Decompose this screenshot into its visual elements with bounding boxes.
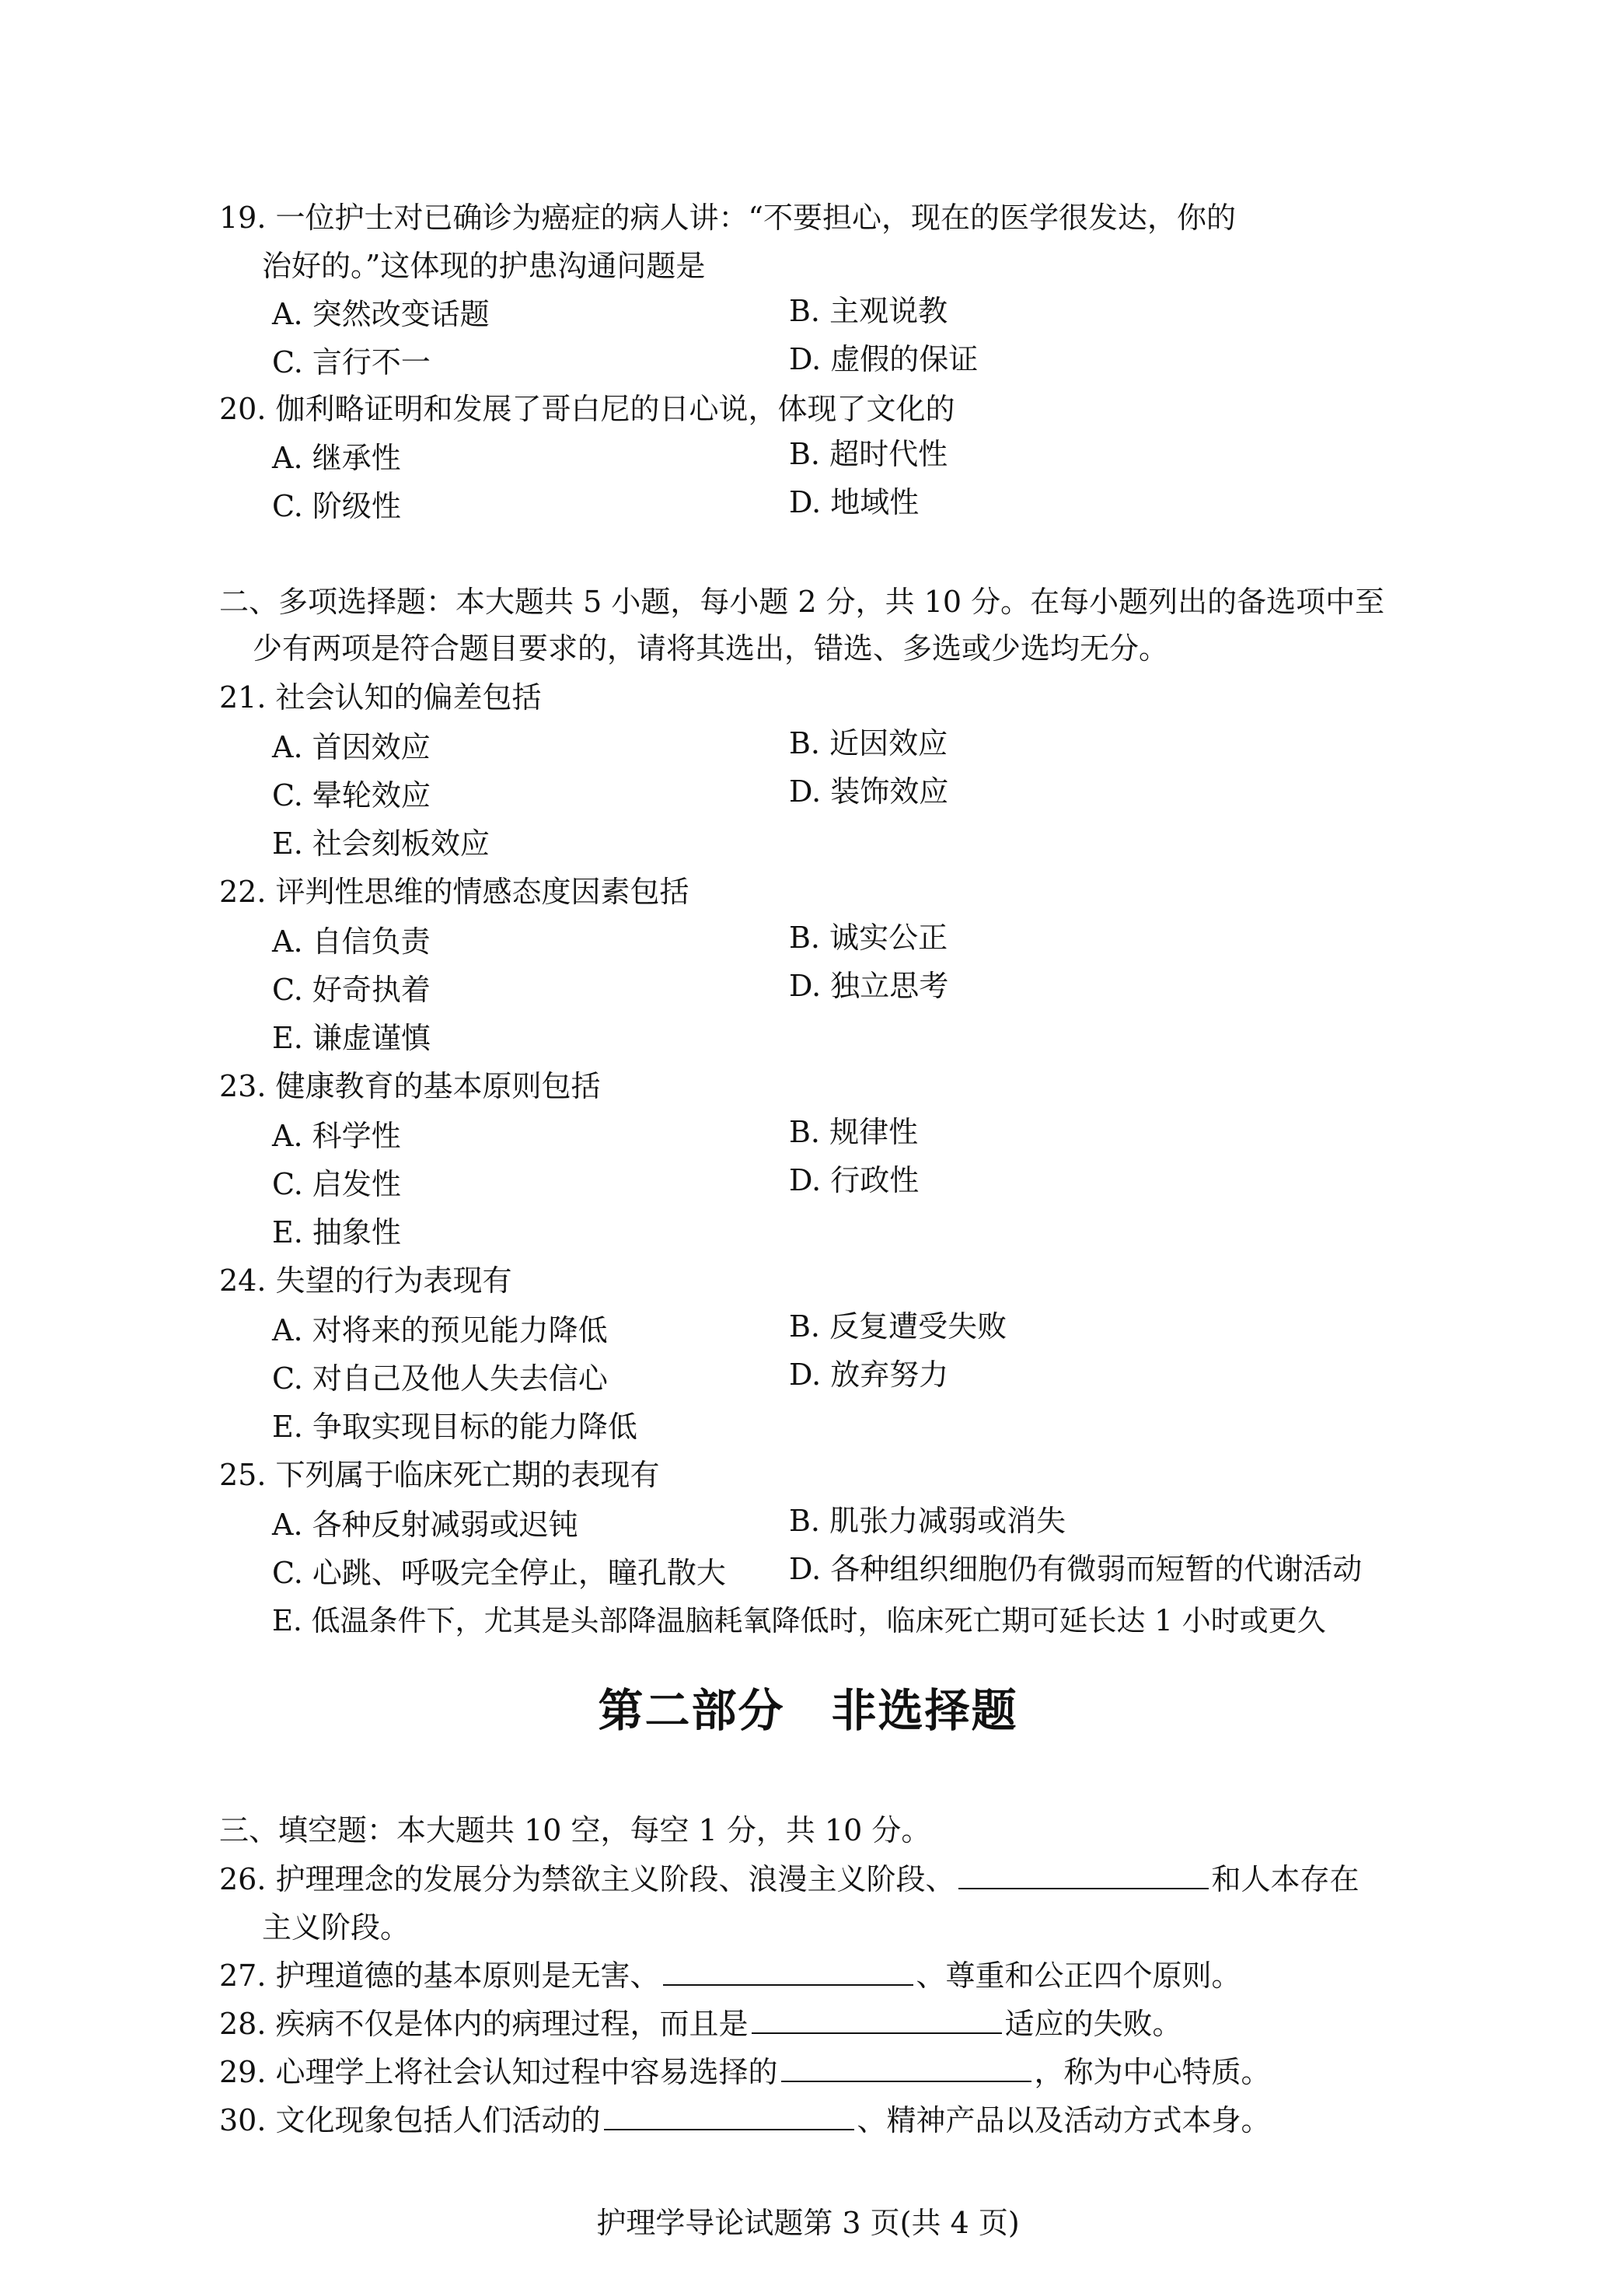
question-24-option-d: D. 放弃努力 xyxy=(789,1358,949,1392)
question-19-option-d: D. 虚假的保证 xyxy=(789,342,979,376)
question-23-stem: 23. 健康教育的基本原则包括 xyxy=(219,1069,601,1103)
question-21-stem: 21. 社会认知的偏差包括 xyxy=(219,680,542,715)
question-20-option-a: A. 继承性 xyxy=(272,441,401,475)
section-2-heading-cont: 少有两项是符合题目要求的，请将其选出，错选、多选或少选均无分。 xyxy=(253,631,1169,666)
question-24-stem: 24. 失望的行为表现有 xyxy=(219,1263,512,1298)
question-30-text-after: 、精神产品以及活动方式本身。 xyxy=(857,2103,1271,2137)
question-24-option-a: A. 对将来的预见能力降低 xyxy=(272,1313,608,1347)
question-19-option-b: B. 主观说教 xyxy=(789,294,948,328)
part-2-title xyxy=(0,1683,1616,1738)
question-27-blank[interactable] xyxy=(663,1958,913,1986)
question-20-stem: 20. 伽利略证明和发展了哥白尼的日心说，体现了文化的 xyxy=(219,392,955,426)
question-24-option-e: E. 争取实现目标的能力降低 xyxy=(272,1410,637,1444)
question-21-option-b: B. 近因效应 xyxy=(789,726,948,760)
question-28-text-after: 适应的失败。 xyxy=(1004,2007,1182,2041)
question-22-option-c: C. 好奇执着 xyxy=(272,973,431,1007)
question-23-option-c: C. 启发性 xyxy=(272,1167,401,1201)
question-20-option-c: C. 阶级性 xyxy=(272,489,401,523)
question-22-stem: 22. 评判性思维的情感态度因素包括 xyxy=(219,875,689,909)
question-30-text-before: 30. 文化现象包括人们活动的 xyxy=(219,2103,601,2137)
question-30-blank[interactable] xyxy=(604,2102,854,2130)
question-25-stem: 25. 下列属于临床死亡期的表现有 xyxy=(219,1458,660,1492)
question-23-option-e: E. 抽象性 xyxy=(272,1215,401,1249)
question-29-text-after: ，称为中心特质。 xyxy=(1034,2055,1271,2089)
question-29-blank[interactable] xyxy=(781,2054,1031,2082)
question-20-option-b: B. 超时代性 xyxy=(789,437,948,471)
question-22-option-e: E. 谦虚谨慎 xyxy=(272,1021,431,1055)
question-23-option-a: A. 科学性 xyxy=(272,1119,401,1153)
section-2-heading: 二、多项选择题：本大题共 5 小题，每小题 2 分，共 10 分。在每小题列出的备选项中至 xyxy=(219,585,1385,619)
question-21-option-d: D. 装饰效应 xyxy=(789,774,949,809)
question-22-option-a: A. 自信负责 xyxy=(272,924,431,959)
question-27-stem xyxy=(219,1957,1241,1994)
part-2-title-right: 非选择题 xyxy=(831,1684,1018,1737)
question-21-option-e: E. 社会刻板效应 xyxy=(272,826,490,861)
question-26-stem-cont: 主义阶段。 xyxy=(262,1910,410,1945)
question-27-text-before: 27. 护理道德的基本原则是无害、 xyxy=(219,1959,660,1993)
question-24-option-c: C. 对自己及他人失去信心 xyxy=(272,1361,608,1396)
question-25-option-d: D. 各种组织细胞仍有微弱而短暂的代谢活动 xyxy=(789,1552,1363,1586)
question-26-text-before: 26. 护理理念的发展分为禁欲主义阶段、浪漫主义阶段、 xyxy=(219,1862,955,1896)
question-23-option-d: D. 行政性 xyxy=(789,1163,920,1197)
question-23-option-b: B. 规律性 xyxy=(789,1115,919,1149)
question-30-stem xyxy=(219,2102,1271,2139)
question-28-stem xyxy=(219,2005,1182,2043)
question-21-option-a: A. 首因效应 xyxy=(272,730,431,764)
question-28-blank[interactable] xyxy=(752,2006,1002,2034)
question-26-blank[interactable] xyxy=(958,1861,1209,1889)
question-21-option-c: C. 晕轮效应 xyxy=(272,778,431,813)
question-27-text-after: 、尊重和公正四个原则。 xyxy=(916,1959,1241,1993)
question-19-stem: 19. 一位护士对已确诊为癌症的病人讲：“不要担心，现在的医学很发达，你的 xyxy=(219,201,1236,235)
question-25-option-e: E. 低温条件下，尤其是头部降温脑耗氧降低时，临床死亡期可延长达 1 小时或更久 xyxy=(272,1604,1326,1637)
question-20-option-d: D. 地域性 xyxy=(789,485,920,519)
section-3-heading: 三、填空题：本大题共 10 空，每空 1 分，共 10 分。 xyxy=(219,1813,931,1847)
question-22-option-b: B. 诚实公正 xyxy=(789,921,948,955)
question-25-option-b: B. 肌张力减弱或消失 xyxy=(789,1504,1066,1538)
question-25-option-c: C. 心跳、呼吸完全停止，瞳孔散大 xyxy=(272,1556,726,1590)
question-25-option-a: A. 各种反射减弱或迟钝 xyxy=(272,1508,578,1542)
question-19-option-c: C. 言行不一 xyxy=(272,345,431,379)
question-28-text-before: 28. 疾病不仅是体内的病理过程，而且是 xyxy=(219,2007,749,2041)
question-22-option-d: D. 独立思考 xyxy=(789,969,949,1003)
question-19-stem-cont: 治好的。”这体现的护患沟通问题是 xyxy=(262,249,706,283)
part-2-title-left: 第二部分 xyxy=(598,1684,785,1737)
question-26-text-after: 和人本存在 xyxy=(1211,1862,1359,1896)
question-19-option-a: A. 突然改变话题 xyxy=(272,297,490,331)
question-29-stem xyxy=(219,2053,1271,2091)
page-footer: 护理学导论试题第 3 页(共 4 页) xyxy=(596,2206,1020,2240)
question-26-stem xyxy=(219,1861,1359,1898)
question-29-text-before: 29. 心理学上将社会认知过程中容易选择的 xyxy=(219,2055,778,2089)
question-24-option-b: B. 反复遭受失败 xyxy=(789,1309,1007,1344)
